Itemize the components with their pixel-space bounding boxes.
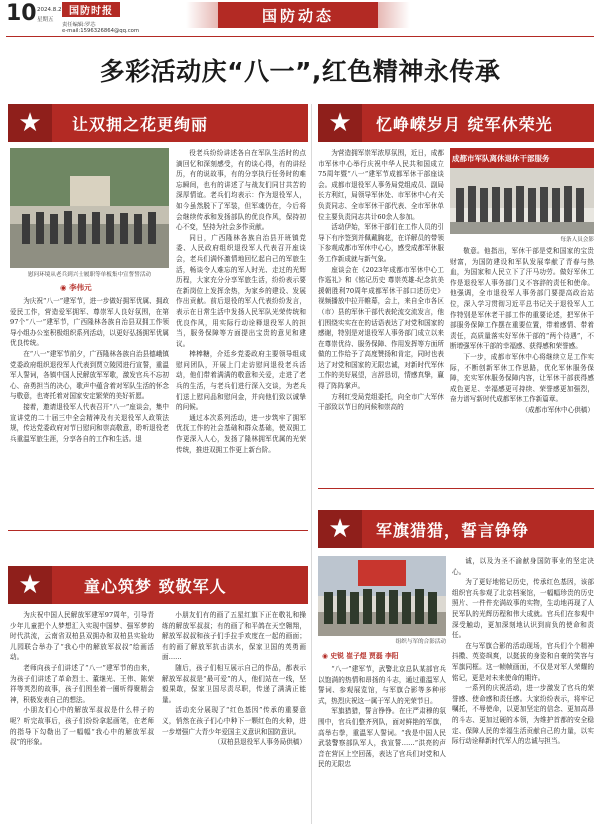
article-column xyxy=(318,148,444,484)
paragraph: 为了更好地铭记历史，传承红色基因，该部组织官兵参观了北京档案馆，一幅幅珍贵的历史照片、一件件充满故事的实物，生动地再现了人民军队的光辉历程和伟大成就。官兵们在参观中深受触动，更加深刻地认识到肩负的使命和责任。 xyxy=(452,578,594,640)
paragraph: 军旗猎猎，誓言铮铮。在庄严肃穆的氛围中，官兵们整齐列队，面对鲜艳的军旗，高举右拳，重温军人誓词。“我是中国人民武装警察部队军人，我宣誓……”洪亮的声音在营区上空回荡，表达了官兵们对党和人民的无限忠 xyxy=(318,707,446,769)
masthead-logo: 国防时报 xyxy=(62,2,120,17)
section-title-banner xyxy=(218,2,378,28)
column-divider xyxy=(311,104,312,824)
paragraph: 老师向孩子们讲述了“八一”建军节的由来，为孩子们讲述了革命烈士、董继光、王伟、陈荣祥等英烈的故事，孩子们围坐着一圈听得聚精会神，积极发表自己的想法。 xyxy=(10,663,154,704)
article-title: 童心筑梦 致敬军人 xyxy=(84,576,227,596)
article-column xyxy=(450,246,594,482)
page-headline: 多彩活动庆“八一”,红色精神永传承 xyxy=(99,57,501,86)
article-byline: ◉ 史锐 崔子煜 贾磊 李阳 xyxy=(322,652,399,660)
paragraph: 在与军旗合影的活动现场，官兵们个个精神抖擞、英姿飒爽，以挺拔的身姿和自豪的笑容与军旗同框。这一帧帧画面，不仅是对军人荣耀的铭记，更是对未来使命的期许。 xyxy=(452,641,594,682)
article-title: 忆峥嵘岁月 绽军休荣光 xyxy=(376,114,553,134)
photo-credit: 每条人员会影 xyxy=(560,237,594,243)
paragraph: 随后，孩子们相互展示自己的作品，都表示解放军叔叔是“最可爱”的人，他们站在一线，坚毅果敢，保家卫国尽责尽职，传递了满满正能量。 xyxy=(162,663,306,704)
paragraph: 下一步，成都市军休中心将继续立足工作实际，不断创新军休工作思路，优化军休服务保障，充实军休服务保障内容，让军休干部获得感成色更足、幸福感更可持续、荣誉感更加强烈，奋力谱写新时代成都军休工作新篇章。 xyxy=(450,352,594,404)
paragraph: 役老兵纷纷讲述各自在军队生活时的点滴回忆和深刻感受，有的谈心得，有的讲经历，有的说故事，有的分享执行任务时的难忘瞬间，也有的讲述了与战友们同甘共苦的深厚情谊。老兵们均表示：作为退役军人，如今虽然脱下了军装，但军魂仍在，今后将会继续传承和发扬部队的优良作风，保持初心不变，坚持为社会多作贡献。 xyxy=(176,149,306,232)
star-icon: ★ xyxy=(318,510,362,548)
header-rule xyxy=(6,36,594,37)
star-icon: ★ xyxy=(8,566,52,604)
section-rule xyxy=(318,488,594,489)
paragraph: 小朋友们有的画了五星红旗下正在敬礼和操练的解放军叔叔；有的画了和平鸽在天空翱翔，解放军叔叔和孩子们手拉手欢度在一起的画面；有的画了解放军抗击洪水，保家卫国的英勇画面…… xyxy=(162,611,306,662)
page-header xyxy=(0,0,600,46)
header-decor-bar xyxy=(378,2,410,28)
user-icon: ◉ xyxy=(60,283,70,292)
paragraph: 活动充分展现了“红色基因”传承的重要意义，悄然在孩子们心中种下一颗红色的火种，进一步增强广大青少年爱国主义意识和国防意识。 xyxy=(162,706,306,736)
paragraph: 为庆祝“八一”建军节，进一步做好拥军优属、拥政爱民工作，营造爱军拥军、尊崇军人良好氛围，在第97个“八一”建军节，广西隆林各族自治县双拥工作领导小组办公室积极组织系列活动，以更好弘扬拥军优属优良传统。 xyxy=(10,297,169,348)
article-title: 让双拥之花更绚丽 xyxy=(72,114,209,134)
paragraph: 小朋友们心中的解放军叔叔是什么样子的呢？听完故事后，孩子们纷纷拿起画笔，在老师的指导下勾勒出了一幅幅“我心中的解放军叔叔”的形象。 xyxy=(10,706,154,747)
article-title-banner xyxy=(318,510,594,548)
article-title-banner xyxy=(8,104,308,142)
paragraph: 接着，邀请退役军人代表召开“八一”座谈会，集中宣讲党的二十届三中全会精神及有关退役军人政策法规，传达党委政府对节日慰问和崇高敬意，聆听退役老兵重温军旅生涯，分享各自的工作和生活。退 xyxy=(10,402,169,443)
paragraph: 活动伊始，军休干部们在工作人员的引导下有序签到并佩戴胸花，在详解员的带领下参观成都市军休中心心，感受成都军休服务工作新成就与新气象。 xyxy=(318,223,444,263)
article-signature: （成都市军休中心供稿） xyxy=(521,405,594,414)
article-photo xyxy=(450,148,594,234)
paragraph: 为庆祝中国人民解放军建军97周年，引导青少年儿童把个人梦想汇入实现中国梦、强军梦的时代洪流，云南省双柏县双拥办和双柏县实验幼儿园联合举办了“我心中的解放军叔叔”绘画活动。 xyxy=(10,611,154,662)
article-column xyxy=(10,296,169,528)
photo-sign-text: 成都市军队离休退休干部服务 xyxy=(452,154,550,163)
section-title: 国防动态 xyxy=(261,6,334,25)
issue-weekday: 星期五 xyxy=(37,17,54,23)
paragraph: “八一”建军节，武警北京总队某部官兵以饱满的热情和昂扬的斗志，通过重温军人誓词、参观展览馆，与军旗合影等多种形式，热烈庆祝这一属于军人的光荣节日。 xyxy=(318,665,446,705)
page-number: 10 xyxy=(6,1,37,26)
issue-date: 2024.8.2 xyxy=(37,7,62,13)
header-decor-bar xyxy=(186,2,218,28)
article-byline: ◉ 李伟元 xyxy=(60,283,92,292)
star-icon: ★ xyxy=(318,104,362,142)
user-icon: ◉ xyxy=(322,652,331,660)
paragraph: 座谈会在《2023年成都市军休中心工作巡礼》和《铭记历史 尊崇英雄-纪念抗美援朝胜利70周年成都军休干部口述历史》视频播放中拉开帷幕，会上，来自全市各区（市）县的军休干部代表轮流交流发言，他们围绕实实在在的话语表达了对党和国家的感谢，特别是对退役军人事务部门成立以来在尊崇优待、服务保障、作用发挥等方面所做的工作给予了高度赞扬和肯定，同时也表达了对党和国家的无限忠诚，对新时代军休工作的美好展望，言辞恳切，情感真挚，赢得了阵阵掌声。 xyxy=(318,265,444,391)
article-column xyxy=(162,610,306,824)
article-title-banner xyxy=(318,104,594,142)
star-icon: ★ xyxy=(8,104,52,142)
article-column xyxy=(452,556,594,824)
paragraph: 方利红受局党组委托，向全市广大军休干部致以节日的问候和崇高的 xyxy=(318,392,444,412)
article-column xyxy=(176,148,306,528)
paragraph: 为营造拥军崇军浓厚氛围，近日，成都市军休中心举行庆祝中华人民共和国成立75周年暨“八一”建军节成都军休干部座谈会。成都市退役军人事务局党组成员、副局长方利红，局领导军休处、市军休中心有关负责同志、全市军休干部代表、全市军休单位主要负责同志共计60余人参加。 xyxy=(318,149,444,221)
paragraph: 诚，以及为圣不渝献身国防事业的坚定决心。 xyxy=(452,557,594,576)
article-column xyxy=(318,664,446,824)
article-title-banner xyxy=(8,566,308,604)
paragraph: 敬意。他指出，军休干部是党和国家的宝贵财富，为国防建设和军队发展奉献了青春与热血，为国家和人民立下了汗马功劳。做好军休工作是退役军人事务部门义不容辞的责任和使命。他强调，全市退役军人事务部门要提高政治站位，深入学习贯彻习近平总书记关于退役军人工作特别是军休老干部工作的重要论述，把军休干部服务保障工作摆在重要位置，带着感情、带着责任，高质量落实好军休干部的“两个待遇”，不断增强军休干部的幸福感、获得感和荣誉感。 xyxy=(450,247,594,351)
editor-line: 责任编辑:罗芯 xyxy=(62,22,96,28)
paragraph: 棒棒糖，介廷乡党委政府主要领导组成慰问团队，开展上门走访慰问退役老兵活动，他们带着满满的敬意和关爱，走进了老兵的生活，与老兵们进行深入交谈，为老兵们送上慰问品和慰问金，并向他们致以诚挚的问候。 xyxy=(176,350,306,412)
photo-caption: 组织与军的合影活动 xyxy=(395,639,446,645)
article-photo xyxy=(318,556,446,636)
editor-email: e-mail:1596326864@qq.com xyxy=(62,28,140,34)
paragraph: 一系列的庆祝活动，进一步激发了官兵的荣誉感、使命感和责任感。大家纷纷表示，将牢记嘱托，不辱使命，以更加坚定的信念、更加高昂的斗志、更加过硬的本领，为维护首都的安全稳定、保障人民的幸福生活贡献自己的力量，以实际行动诠释新时代军人的忠诚与担当。 xyxy=(452,684,594,746)
article-signature: （双柏县退役军人事务局供稿） xyxy=(213,738,306,747)
paragraph: 同日，广西隆林各族自治县开班镇党委、人民政府组织退役军人代表召开座谈会，老兵们满怀激情地回忆起自己的军旅生活，畅谈令人难忘的军人时光、走过的光辉历程，大家充分分享军旅生活，纷纷表示要在新岗位上发挥余热，为家乡的建设、发展作出贡献。前后退役的军人代表纷纷发言，表示在日常生活中发扬人民军队光荣传统和优良作风，用实际行动诠释退役军人的担当，服务保障等方面提出宝贵的意见和建议。 xyxy=(176,233,306,348)
photo-caption: 慰问环境从老兵到兴士履职等单板集中宣誓誓活动 xyxy=(27,272,152,278)
paragraph: 通过本次系列活动，进一步筑牢了拥军优抚工作的社会基础和群众基础，使双拥工作更深入人心，发扬了隆林拥军优属的光荣传统，推进双拥工作更上新台阶。 xyxy=(176,413,306,454)
paragraph: 在“八一”建军节前夕，广西隆林各族自治县德峨镇党委政府组织退役军人代表到贾立陵园进行宣誓，重温军人誓词，各镇中国人民解放军军歌，激发官兵不忘初心、奋勇担当的决心，歌声中蕴含着对军队生活的怀念与敬意，也寄托着对国家安定繁荣的美好祈愿。 xyxy=(10,349,169,401)
article-title: 军旗猎猎，誓言铮铮 xyxy=(376,520,530,540)
section-rule xyxy=(8,530,308,531)
article-column xyxy=(10,610,154,824)
article-photo xyxy=(10,148,169,268)
